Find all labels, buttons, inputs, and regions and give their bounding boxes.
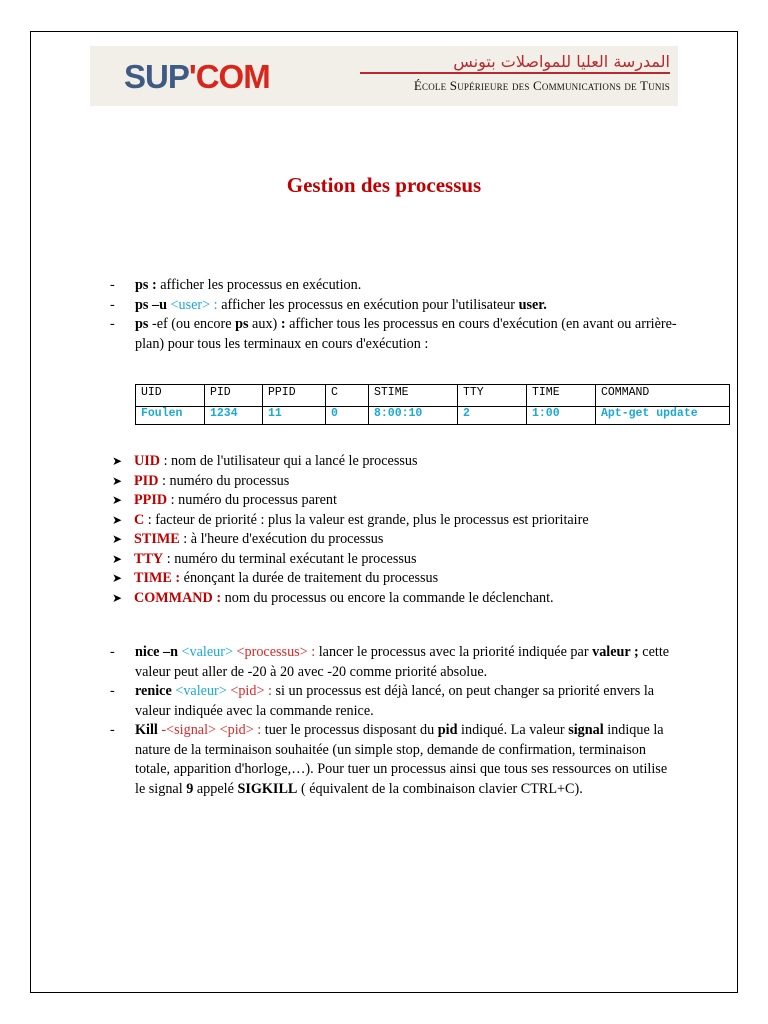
definition-item <box>110 550 710 570</box>
command-emphasis: pid <box>437 722 458 738</box>
command-description: afficher tous les processus en cours d'exécution (en avant ou arrière-plan) pour tous les terminaux en cours d'exécution : <box>135 316 677 352</box>
command-options: -ef (ou encore <box>148 316 236 332</box>
table-cell: 8:00:10 <box>369 407 458 425</box>
command-description: ( équivalent de la combinaison clavier CTRL+C). <box>297 780 583 797</box>
arrow-right-icon: ➤ <box>112 590 123 605</box>
arrow-right-icon: ➤ <box>112 454 123 468</box>
table-cell: Apt-get update <box>596 407 730 425</box>
definition-item <box>110 472 710 492</box>
column-header: STIME <box>369 385 458 407</box>
command-option: –n <box>159 644 182 660</box>
command-description: appelé <box>193 780 238 797</box>
list-item <box>110 643 680 682</box>
command-name-alt: ps <box>235 316 249 332</box>
column-header: PID <box>205 385 263 407</box>
command-option: –u <box>148 296 171 313</box>
definition-term: PPID <box>134 492 168 508</box>
definition-text: : nom de l'utilisateur qui a lancé le processus <box>160 453 418 469</box>
logo-part-sup: SUP <box>124 58 189 95</box>
arrow-right-icon: ➤ <box>112 473 123 488</box>
definition-term: UID <box>134 453 161 469</box>
school-name-arabic: المدرسة العليا للمواصلات بتونس <box>453 52 670 71</box>
command-argument: <pid> : <box>226 683 272 699</box>
column-header: COMMAND <box>596 385 730 407</box>
arrow-right-icon: ➤ <box>112 532 123 546</box>
column-header: TIME <box>527 385 596 407</box>
command-emphasis: SIGKILL <box>237 780 298 797</box>
command-options-alt: aux) <box>248 316 281 332</box>
definition-item <box>110 511 710 531</box>
command-emphasis: 9 <box>186 780 194 797</box>
definition-term: TIME : <box>134 570 181 586</box>
school-name <box>360 52 670 94</box>
colon: : <box>280 316 286 332</box>
definition-item <box>110 491 710 511</box>
command-emphasis: signal <box>568 722 604 738</box>
table-cell: Foulen <box>136 407 205 425</box>
table-cell: 2 <box>458 407 527 425</box>
definition-item <box>110 569 710 589</box>
command-emphasis: valeur ; <box>592 644 639 660</box>
logo-part-com: 'COM <box>188 58 270 95</box>
definition-text: : numéro du processus parent <box>167 492 337 508</box>
definition-text: : à l'heure d'exécution du processus <box>179 531 384 547</box>
definition-term: STIME <box>134 531 180 547</box>
command-argument: <valeur> <box>181 644 233 660</box>
definition-term: COMMAND : <box>134 589 222 606</box>
list-item <box>110 315 680 354</box>
command-description: indiqué. La valeur <box>457 722 569 738</box>
table-cell: 11 <box>263 407 326 425</box>
column-header: PPID <box>263 385 326 407</box>
table-row <box>136 407 730 425</box>
command-description: lancer le processus avec la priorité indiquée par <box>315 644 593 660</box>
column-header: TTY <box>458 385 527 407</box>
banner-rule <box>360 72 670 74</box>
column-header: C <box>326 385 369 407</box>
command-argument: <valeur> <box>171 683 227 699</box>
command-description: tuer le processus disposant du <box>261 722 438 738</box>
page-title: Gestion des processus <box>286 173 482 197</box>
table-cell: 0 <box>326 407 369 425</box>
definition-text: : numéro du terminal exécutant le processus <box>163 550 417 567</box>
arrow-right-icon: ➤ <box>112 493 123 507</box>
definition-item <box>110 452 710 472</box>
command-argument: <pid> : <box>216 722 262 738</box>
command-name: Kill <box>135 722 158 738</box>
list-item <box>110 296 680 316</box>
command-description: si un processus est déjà lancé, on peut changer sa priorité envers la valeur indiquée avec la commande renice. <box>135 683 655 719</box>
arrow-right-icon: ➤ <box>112 571 123 585</box>
command-description: cette valeur peut aller de -20 à 20 avec -20 comme priorité absolue. <box>135 644 670 680</box>
arrow-right-icon: ➤ <box>112 551 123 566</box>
command-argument: -<signal> <box>157 722 217 738</box>
command-name: renice <box>135 683 172 699</box>
table-cell: 1234 <box>205 407 263 425</box>
command-argument: <processus> : <box>232 644 316 660</box>
command-name: ps : <box>135 277 157 293</box>
command-name: nice <box>135 644 160 660</box>
definition-text: nom du processus ou encore la commande le déclenchant. <box>221 589 554 606</box>
list-item <box>110 721 680 799</box>
definition-text: : numéro du processus <box>158 472 290 489</box>
table-cell: 1:00 <box>527 407 596 425</box>
list-item <box>110 682 680 721</box>
command-name: ps <box>135 296 149 313</box>
command-description: indique la nature de la terminaison souhaitée (un simple stop, demande de confirmation, terminaison totale, apparition d'horloge,…). Pour tuer un processus ainsi que tous ses ressources on utilise le signal <box>135 722 668 797</box>
column-header: UID <box>136 385 205 407</box>
command-description: afficher les processus en exécution. <box>156 277 362 293</box>
definition-text: énonçant la durée de traitement du processus <box>180 570 439 586</box>
definition-item <box>110 589 710 609</box>
arrow-right-icon: ➤ <box>112 512 123 527</box>
definition-term: TTY <box>134 550 164 567</box>
supcom-logo <box>124 60 270 93</box>
school-name-french: École Supérieure des Communications de Tunis <box>413 78 670 94</box>
list-item <box>110 276 680 296</box>
ps-command-list <box>110 276 680 354</box>
table-header-row <box>136 385 730 407</box>
school-banner <box>90 46 678 106</box>
ps-output-table <box>135 384 730 425</box>
command-argument: <user> : <box>170 296 218 313</box>
command-emphasis: user. <box>518 296 547 313</box>
definition-term: C <box>134 511 145 528</box>
priority-command-list <box>110 643 680 799</box>
definition-term: PID <box>134 472 159 489</box>
definition-text: : facteur de priorité : plus la valeur est grande, plus le processus est prioritaire <box>144 511 589 528</box>
field-definition-list <box>110 452 710 608</box>
definition-item <box>110 530 710 550</box>
command-name: ps <box>135 316 149 332</box>
command-description: afficher les processus en exécution pour l'utilisateur <box>217 296 519 313</box>
